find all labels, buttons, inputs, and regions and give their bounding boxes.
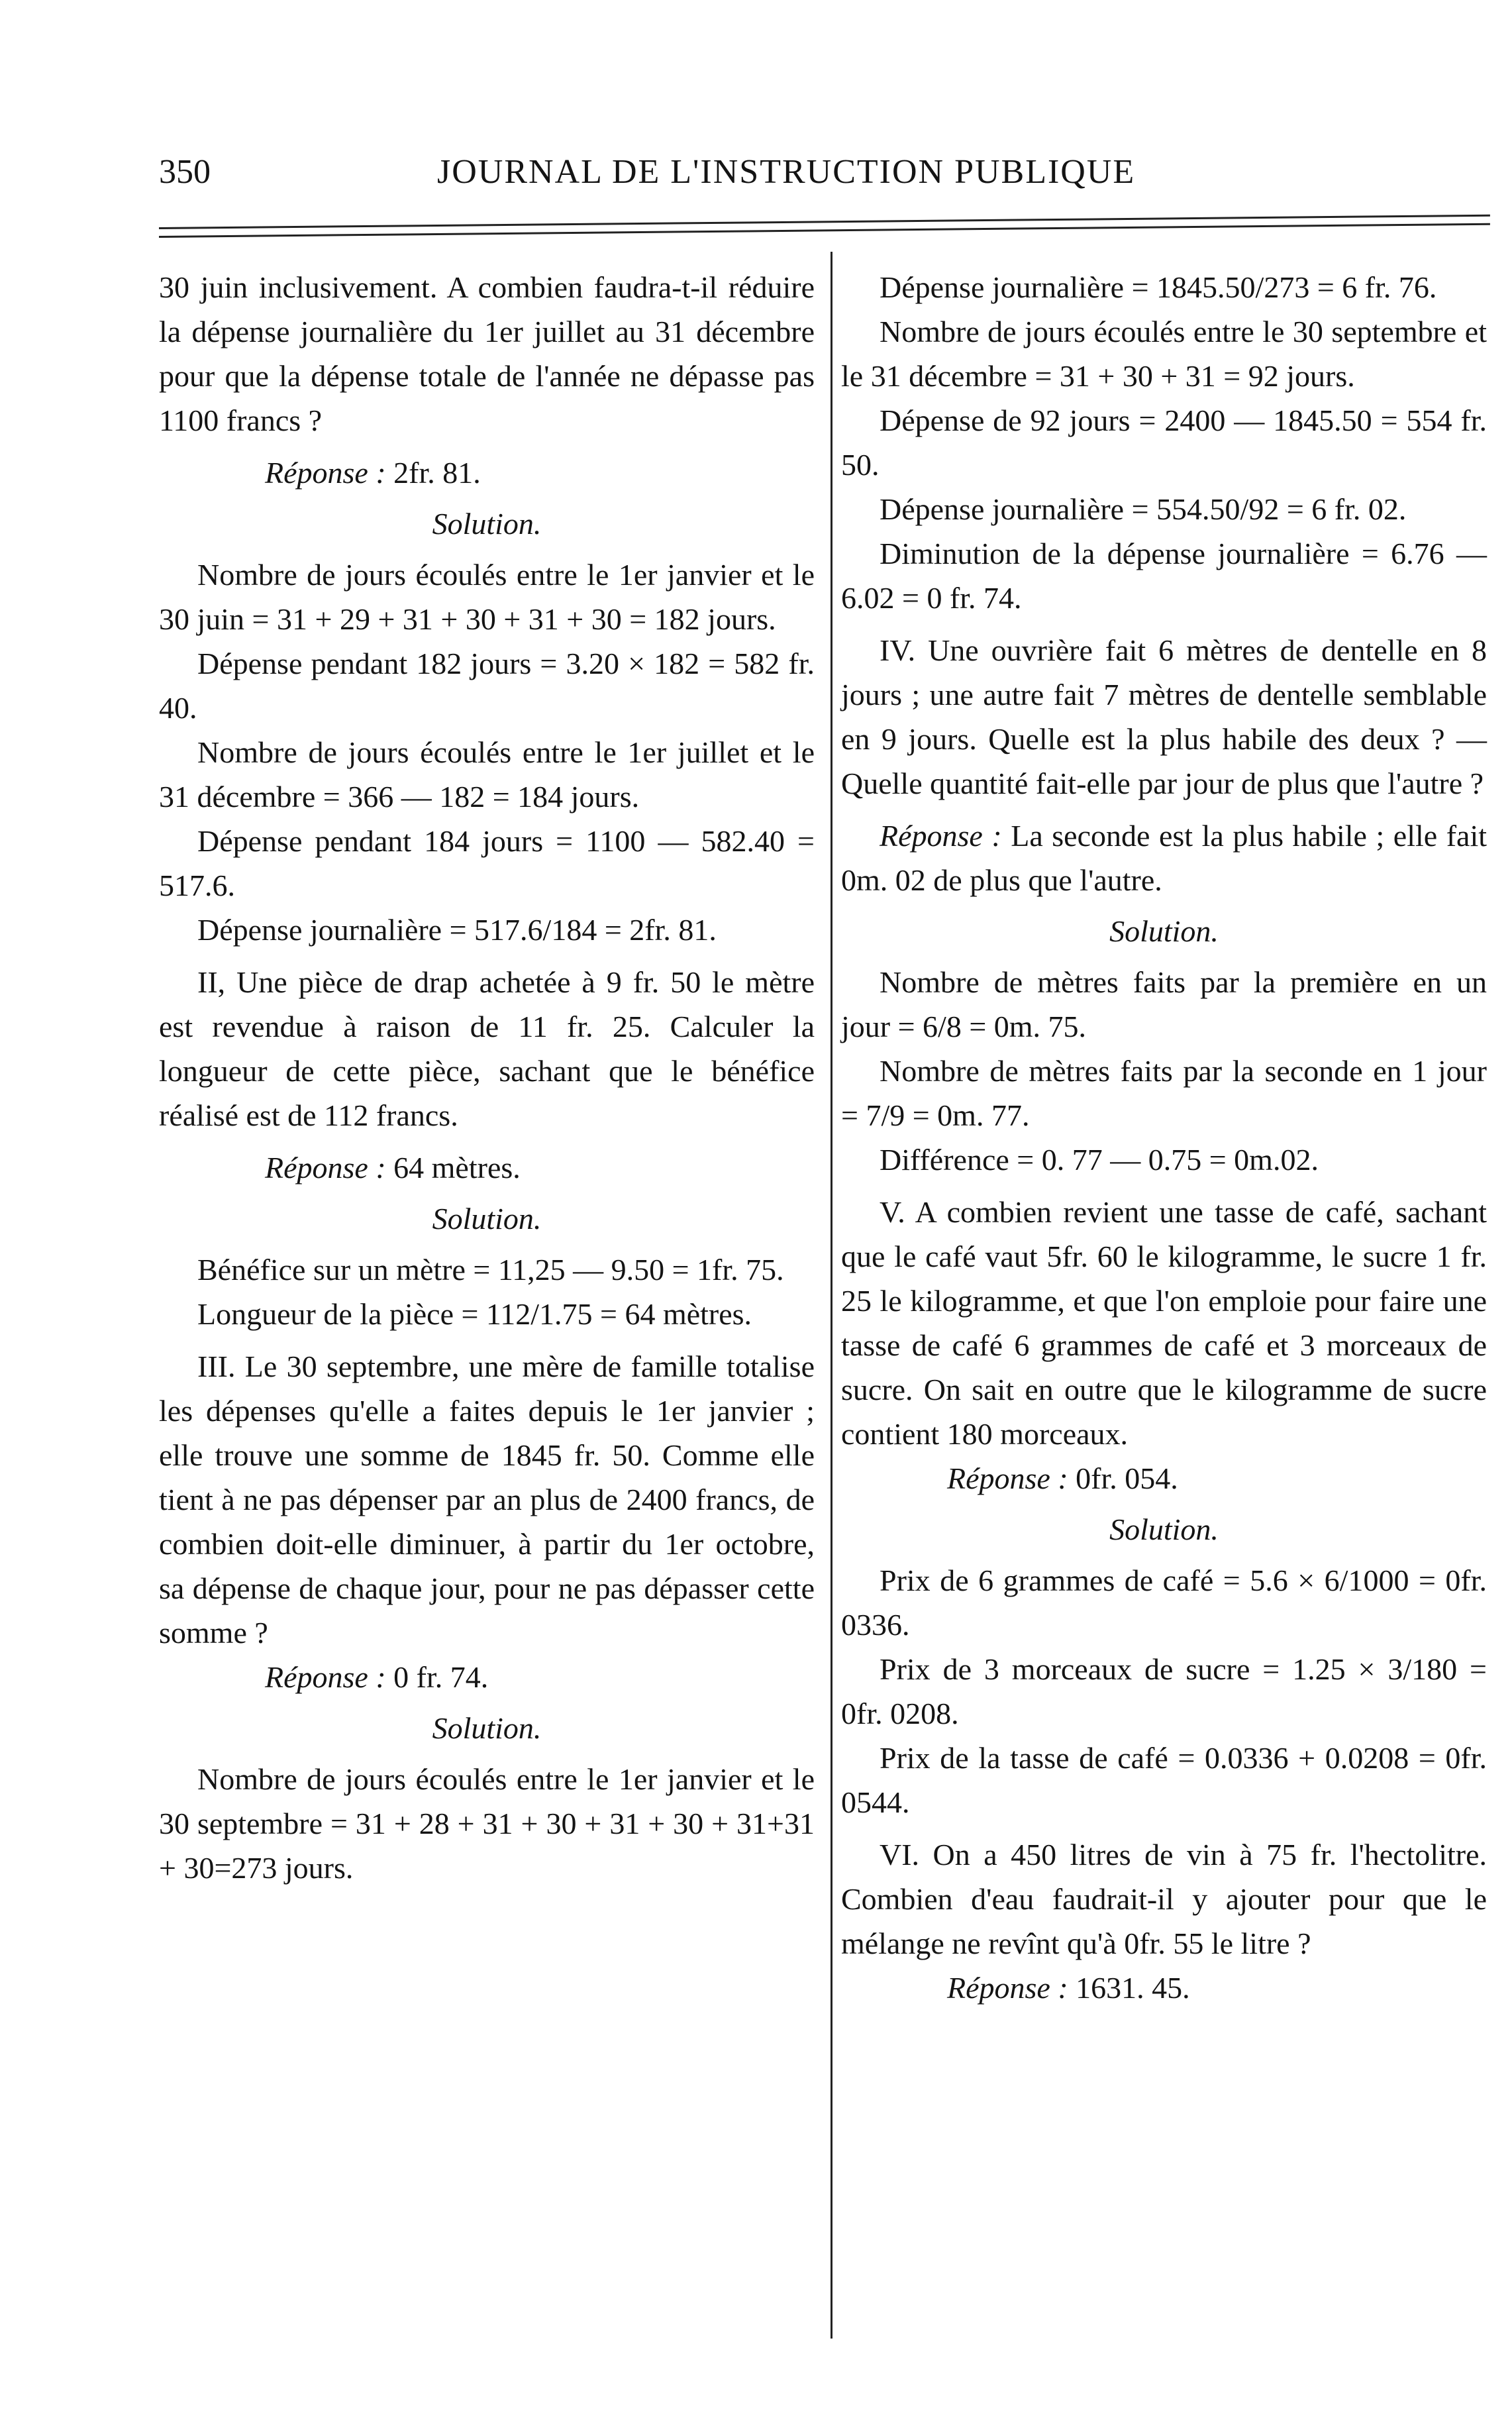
answer-label: Réponse :	[880, 819, 1002, 853]
answer-text: 64 mètres.	[393, 1151, 521, 1185]
answer-label: Réponse :	[265, 456, 386, 490]
page-number: 350	[159, 153, 211, 191]
solution-paragraph: Nombre de mètres faits par la première en un jour = 6/8 = 0m. 75.	[841, 965, 1487, 1043]
running-title: JOURNAL DE L'INSTRUCTION PUBLIQUE	[437, 153, 1136, 191]
solution-heading: Solution.	[432, 1202, 542, 1236]
solution-paragraph: Dépense pendant 184 jours = 1100 — 582.40 = 517.6.	[159, 824, 815, 902]
answer-text: 1631. 45.	[1076, 1971, 1190, 2005]
header-rule	[159, 215, 1490, 229]
problem-statement: II, Une pièce de drap achetée à 9 fr. 50 le mètre est revendue à raison de 11 fr. 25. Calculer la longueur de cette pièce, sachant que le bénéfice réalisé est de 112 francs.	[159, 965, 815, 1132]
problem-statement: III. Le 30 septembre, une mère de famille totalise les dépenses qu'elle a faites depuis le 1er janvier ; elle trouve une somme de 1845 fr. 50. Comme elle tient à ne pas dépenser par an plus de 2400 francs, de combien doit-elle diminuer, à partir du 1er octobre, sa dépense de chaque jour, pour ne pas dépasser cette somme ?	[159, 1349, 815, 1650]
solution-paragraph: Nombre de mètres faits par la seconde en 1 jour = 7/9 = 0m. 77.	[841, 1054, 1487, 1132]
problem-statement: VI. On a 450 litres de vin à 75 fr. l'hectolitre. Combien d'eau faudrait-il y ajouter pour que le mélange ne revînt qu'à 0fr. 55 le litre ?	[841, 1838, 1487, 1960]
answer-text: 0 fr. 74.	[393, 1660, 489, 1694]
solution-paragraph: Prix de 3 morceaux de sucre = 1.25 × 3/180 = 0fr. 0208.	[841, 1652, 1487, 1730]
answer-line	[841, 1456, 1487, 1501]
solution-paragraph: Bénéfice sur un mètre = 11,25 — 9.50 = 1fr. 75.	[197, 1253, 784, 1287]
solution-paragraph: Dépense pendant 182 jours = 3.20 × 182 = 582 fr. 40.	[159, 647, 815, 725]
solution-paragraph: Dépense journalière = 554.50/92 = 6 fr. 02.	[880, 492, 1407, 526]
answer-label: Réponse :	[265, 1660, 386, 1694]
answer-text: La seconde est la plus habile ; elle fait 0m. 02 de plus que l'autre.	[841, 819, 1487, 897]
answer-label: Réponse :	[265, 1151, 386, 1185]
answer-line	[841, 1966, 1487, 2010]
answer-line	[159, 1655, 815, 1699]
solution-heading: Solution.	[1109, 914, 1219, 948]
answer-line	[159, 1145, 815, 1190]
answer-text: 0fr. 054.	[1076, 1461, 1178, 1495]
problem-continuation: 30 juin inclusivement. A combien faudra-t-il réduire la dépense journalière du 1er juillet au 31 décembre pour que la dépense totale de l'année ne dépasse pas 1100 francs ?	[159, 270, 815, 437]
solution-paragraph: Diminution de la dépense journalière = 6.76 — 6.02 = 0 fr. 74.	[841, 537, 1487, 615]
solution-paragraph: Dépense de 92 jours = 2400 — 1845.50 = 554 fr. 50.	[841, 403, 1487, 482]
problem-statement: V. A combien revient une tasse de café, sachant que le café vaut 5fr. 60 le kilogramme, le sucre 1 fr. 25 le kilogramme, et que l'on emploie pour faire une tasse de café 6 grammes de café et 3 morceaux de sucre. On sait en outre que le kilogramme de sucre contient 180 morceaux.	[841, 1195, 1487, 1451]
answer-line	[159, 450, 815, 495]
answer-label: Réponse :	[947, 1971, 1068, 2005]
column-divider	[831, 252, 832, 2339]
solution-paragraph: Dépense journalière = 1845.50/273 = 6 fr. 76.	[880, 270, 1437, 304]
solution-paragraph: Dépense journalière = 517.6/184 = 2fr. 81.	[197, 913, 717, 947]
solution-paragraph: Nombre de jours écoulés entre le 1er janvier et le 30 juin = 31 + 29 + 31 + 30 + 31 + 30 = 182 jours.	[159, 558, 815, 636]
solution-paragraph: Nombre de jours écoulés entre le 30 septembre et le 31 décembre = 31 + 30 + 31 = 92 jours.	[841, 315, 1487, 393]
solution-heading: Solution.	[1109, 1512, 1219, 1546]
solution-paragraph: Prix de 6 grammes de café = 5.6 × 6/1000 = 0fr. 0336.	[841, 1563, 1487, 1642]
solution-heading: Solution.	[432, 507, 542, 541]
solution-paragraph: Différence = 0. 77 — 0.75 = 0m.02.	[880, 1143, 1319, 1177]
answer-label: Réponse :	[947, 1461, 1068, 1495]
right-column	[841, 265, 1487, 2010]
problem-statement: IV. Une ouvrière fait 6 mètres de dentelle en 8 jours ; une autre fait 7 mètres de dentelle semblable en 9 jours. Quelle est la plus habile des deux ? — Quelle quantité fait-elle par jour de plus que l'autre ?	[841, 633, 1487, 800]
answer-text: 2fr. 81.	[393, 456, 481, 490]
solution-paragraph: Prix de la tasse de café = 0.0336 + 0.0208 = 0fr. 0544.	[841, 1741, 1487, 1819]
solution-paragraph: Nombre de jours écoulés entre le 1er juillet et le 31 décembre = 366 — 182 = 184 jours.	[159, 735, 815, 814]
page-header	[159, 152, 1477, 199]
solution-paragraph: Nombre de jours écoulés entre le 1er janvier et le 30 septembre = 31 + 28 + 31 + 30 + 31 + 30 + 31+31 + 30=273 jours.	[159, 1762, 815, 1885]
solution-paragraph: Longueur de la pièce = 112/1.75 = 64 mètres.	[197, 1297, 752, 1331]
answer-line	[841, 814, 1487, 902]
left-column	[159, 265, 815, 1890]
solution-heading: Solution.	[432, 1711, 542, 1745]
